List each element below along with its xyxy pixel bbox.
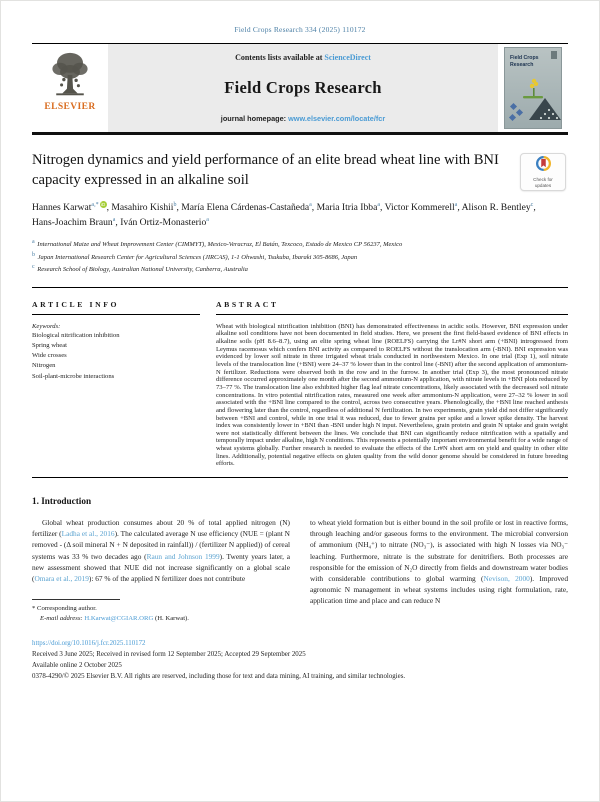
article-footer — [32, 638, 568, 682]
email-suffix: (H. Karwat). — [153, 615, 189, 623]
intro-paragraph-right — [310, 517, 568, 606]
cover-title: Field Crops Research — [510, 55, 539, 68]
journal-cover-box — [498, 44, 568, 132]
intro-left-column — [32, 517, 290, 625]
received-dates-line: Received 3 June 2025; Received in revised form 12 September 2025; Accepted 29 September 2025 — [32, 650, 306, 658]
info-abstract-section — [32, 288, 568, 468]
abstract-text: Wheat with biological nitrification inhibition (BNI) has demonstrated effectiveness in acidic soils. However, BNI expression under alkaline soil conditions have not been documented in field studies. Here, we present the first field-based evidence of BNI effects in alkaline soils (pH 8.6–8.7), using an elite spring wheat line (ROELFS) carrying the Lr#N short arm (+BNI) introgressed from Leymus racemosus which confers BNI activity as compared to ROELFS without the translocation arm (-BNI). BNI expression was evidenced by lower soil nitrate in three irrigated wheat trials conducted in northwestern Mexico. In one trial (Exp 1), soil nitrate levels of the translocation line (+BNI) were 24–37 % lower than in the control line (-BNI) after the second application of ammonium-N fertilizer. Reductions were observed both in the row and in the furrow. In another trial (Exp 3), the most pronounced nitrate difference occurred approximately one month after the second ammonium-N application, with nitrate levels in +BNI plots reduced by 73–77 %. The translocation line also exhibited higher flag leaf nitrate concentrations, likely associated with the decreased soil nitrate concentrations. In vitro potential nitrification rates, measured one week after ammonium-N application, were 27–32 % lower in soil associated with the +BNI line compared to the control, across two consecutive years. Phenologically, the +BNI line reached anthesis and flowering later than the control, regardless of additional N fertilization. In two experiments, grain yield did not differ significantly between +BNI and control, while in one trial it was reduced, due to fewer grains per spike and a lower spike density. The harvest index was consistently lower in +BNI than -BNI under high N input. Nevertheless, grain protein and grain N uptake and grain weight were not statistically different between the lines. We conclude that BNI can significantly reduce nitrification with a spatially and temporally impact under alkaline, high N conditions. This represents a potentially important environmental benefit for a wide range of wheat systems globally. Further research is needed to evaluate the effects of the Lr#N short arm on yield and quality in other elite lines. Additionally, potential negative effects on gluten quality from the wild donor genome should be considered in future breeding efforts. — [216, 322, 568, 468]
homepage-line — [221, 114, 385, 123]
corresponding-author-line: * Corresponding author. — [32, 605, 97, 613]
abstract-heading: ABSTRACT — [216, 299, 279, 309]
keyword: Nitrogen — [32, 362, 56, 370]
citation-link[interactable]: Omara et al., 2019 — [34, 573, 89, 583]
email-line — [32, 614, 290, 624]
keyword: Wide crosses — [32, 352, 67, 360]
article-info-column — [32, 288, 216, 468]
elsevier-wordmark: ELSEVIER — [44, 102, 96, 112]
orcid-icon[interactable]: iD — [100, 201, 106, 207]
check-for-updates-badge[interactable] — [520, 153, 566, 191]
doi-link[interactable]: https://doi.org/10.1016/j.fcr.2025.110172 — [32, 639, 146, 647]
homepage-label: journal homepage: — [220, 114, 289, 123]
email-label: E-mail address: — [40, 615, 85, 623]
article-title: Nitrogen dynamics and yield performance of an elite bread wheat line with BNI capacity expressed in an alkaline soil — [32, 152, 499, 189]
intro-text: ). The calculated average N use efficiency (NUE = (plant N removed - (Δ soil mineral N + N deposited in rainfall)) / (fertilizer N applied)) of cereal systems was 33 % two decades ago ( — [32, 529, 290, 561]
sciencedirect-link[interactable]: ScienceDirect — [324, 53, 371, 62]
journal-masthead — [108, 44, 498, 132]
intro-text: ). Twenty years later, a new assessment showed that NUE did not increase significantly on a global scale ( — [32, 551, 290, 583]
elsevier-tree-icon — [47, 49, 93, 101]
check-for-updates-icon — [536, 156, 551, 176]
divider — [32, 314, 200, 315]
corresponding-author-footnote — [32, 599, 290, 625]
homepage-link[interactable]: www.elsevier.com/locate/fcr — [288, 114, 386, 123]
divider — [32, 477, 568, 478]
email-link[interactable]: H.Karwat@CGIAR.ORG — [84, 615, 154, 623]
keyword: Spring wheat — [32, 341, 67, 349]
available-online-line: Available online 2 October 2025 — [32, 661, 122, 669]
citation-link[interactable]: Ladha et al., 2016 — [61, 529, 115, 539]
intro-text: to wheat yield formation but is either bound in the soil profile or lost in reactive forms, through leaching and/or gaseous forms to the environment. The microbial conversion of ammonium (NH₄⁺) to nitrate (NO₃⁻), is associated with high N losses via NO₃⁻ leaching. Furthermore, nitrate is the substrate for denitrifiers. Both processes are responsible for the emission of N₂O directly from fields and downstream water bodies with considerable contributions to global warming ( — [310, 518, 568, 583]
author: Victor Kommerell$^a$ , — [385, 202, 462, 213]
footnote-divider — [32, 599, 120, 600]
intro-paragraph-left — [32, 517, 290, 584]
keyword: Biological nitrification inhibition — [32, 331, 120, 339]
journal-cover-thumbnail[interactable] — [504, 47, 562, 129]
author: Alison R. Bentley$^c$ , — [462, 202, 536, 213]
article-info-heading: ARTICLE INFO — [32, 299, 120, 309]
contents-line — [235, 53, 371, 62]
citation-link[interactable]: Nevison, 2000 — [483, 573, 530, 583]
keywords-label: Keywords: — [32, 322, 61, 330]
contents-prefix: Contents lists available at — [235, 53, 325, 62]
abstract-column — [216, 288, 568, 468]
affiliation: $^c$ Research School of Biology, Australian National University, Canberra, Australia — [32, 264, 248, 274]
author-list — [32, 201, 552, 230]
author: Iván Ortiz-Monasterio$^a$ — [120, 216, 209, 228]
author: Hannes Karwat$^{a,*}$ iD , — [32, 202, 111, 213]
citation-link[interactable]: Raun and Johnson 1999 — [146, 551, 220, 561]
introduction-heading: 1. Introduction — [32, 496, 92, 507]
introduction-columns — [32, 517, 568, 625]
author: María Elena Cárdenas-Castañeda$^a$ , — [181, 202, 316, 213]
divider — [216, 314, 568, 315]
journal-name: Field Crops Research — [224, 78, 382, 97]
intro-text: ). Improved agronomic N management in wheat systems includes using right formulation, rate, application time and place and can reduce N — [310, 573, 568, 606]
author: Maria Itria Ibba$^a$ , — [317, 202, 385, 213]
intro-text: ): 67 % of the applied N fertilizer does not contribute — [88, 573, 246, 583]
copyright-line: 0378-4290/© 2025 Elsevier B.V. All rights are reserved, including those for text and data mining, AI training, and similar technologies. — [32, 672, 406, 680]
journal-header-band — [32, 43, 568, 135]
keyword: Soil-plant-microbe interactions — [32, 372, 115, 380]
author: Hans-Joachim Braun$^a$ , — [32, 217, 120, 228]
journal-citation-line: Field Crops Research 334 (2025) 110172 — [234, 25, 366, 34]
title-row — [32, 150, 568, 191]
author: Masahiro Kishii$^b$ , — [111, 202, 181, 213]
check-for-updates-label: Check for updates — [533, 177, 553, 188]
affiliation: $^b$ Japan International Research Center for Agricultural Sciences (JIRCAS), 1-1 Ohwashi, Tsukuba, Ibaraki 305-8686, Japan — [32, 251, 358, 261]
intro-text: Global wheat production consumes about 20 % of total applied nitrogen (N) fertilizer ( — [32, 518, 290, 539]
affiliation: $^a$ International Maize and Wheat Improvement Center (CIMMYT), Mexico-Veracruz, El Batán, Texcoco, Estado de Mexico CP 56237, Mexico — [32, 239, 403, 249]
elsevier-logo[interactable] — [32, 44, 108, 132]
affiliation-list — [32, 238, 568, 276]
intro-right-column — [310, 517, 568, 625]
